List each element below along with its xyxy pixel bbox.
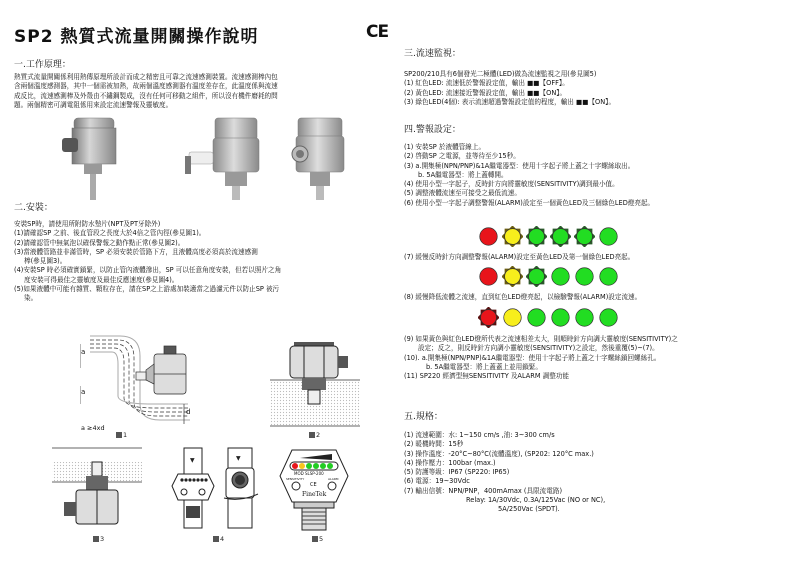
section2-intro: 安裝SP時，請使用所附防水墊片(NPT及PT牙除外) [14, 220, 161, 228]
section1-line: 含兩個溫度感測器，其中一個需被加熱，故兩個溫度感測器有溫度差存在，此溫度係與流速 [14, 82, 278, 91]
led-row-3 [478, 307, 619, 328]
section1-line: 熱質式流量開關係利用熱傳原理所設計而成之精密且可靠之流速感測裝置。流速感測棒內包 [14, 73, 278, 81]
led-green-lit-icon [526, 226, 547, 247]
section2-item: (1)請確認SP 之前、後直管段之長度大於4倍之管內徑(參見圖1)。 [14, 229, 206, 238]
section2-item: (4)安裝SP 時必須確實鎖緊，以防止管內液體滲出，SP 可以任意角度安裝，但若以照片之角 [14, 266, 282, 275]
figure-5-brand: FineTek [302, 491, 327, 498]
led-red-lit-icon [478, 307, 499, 328]
figure-4-number: 4 [220, 535, 225, 543]
figure-4-orientation-diagram [168, 446, 260, 532]
section4-item: (4) 使用小型一字起子，反時針方向將靈敏度(SENSITIVITY)調到最小值。 [404, 180, 619, 189]
led-yellow-lit-icon [502, 266, 523, 287]
figure-1-number: 1 [123, 431, 128, 439]
led-green-off-icon [526, 307, 547, 328]
figure-1-d-label: d [186, 408, 191, 416]
spec-relay-2: 5A/250Vac (SPDT). [498, 505, 560, 514]
led-green-lit-icon [574, 226, 595, 247]
led-row-1 [478, 226, 619, 247]
led-green-off-icon [598, 307, 619, 328]
section4-item: (1) 安裝SP 於液體管線上。 [404, 143, 486, 151]
figure-5-led-panel [278, 448, 350, 532]
section4-step9-cont: 設定；反之，則反時針方向調小靈敏度(SENSITIVITY)之設定，然後重覆(5)~(7)。 [418, 344, 659, 353]
section4-item: (5) 調整液體流速至可接受之最低流速。 [404, 189, 521, 198]
section4-heading: 四.警報設定： [404, 125, 461, 135]
section2-item-cont: 度安裝可得最佳之靈敏度及最佳反應速度(參見圖4)。 [24, 275, 179, 284]
figure-1-pipe-diagram [80, 332, 195, 428]
spec-item: (2) 暖機時間：15秒 [404, 440, 464, 449]
section5-heading: 五.規格： [404, 412, 443, 422]
section2-item-cont: 棒(參見圖3)。 [24, 257, 67, 266]
section3-heading: 三.流速監視： [404, 49, 461, 59]
figure-3-caption [93, 535, 104, 543]
led-row-2 [478, 266, 619, 287]
section4-step11: (11) SP220 經濟型無SENSITIVITY 及ALARM 調整功能 [404, 372, 570, 381]
svg-text:▼: ▼ [236, 455, 241, 462]
section1-line: 題。兩個精密可調電阻係用來設定流速警報及靈敏度。 [14, 100, 173, 109]
figure-1-caption [116, 431, 127, 439]
led-red-off-icon [478, 226, 499, 247]
section1-line: 成反比，流速感測棒及外殼由不鏽鋼製成，沒有任何可移動之組件，所以沒有機件磨耗的問 [14, 91, 278, 100]
section2-heading: 二.安裝： [14, 203, 53, 213]
section4-step10: (10). a.開集極(NPN/PNP)&1A繼電器型：使用十字起子將上蓋之十字螺絲鎖回螺絲孔。 [404, 353, 661, 362]
led-yellow-off-icon [502, 307, 523, 328]
figure-1-a-label-top: a [81, 348, 86, 356]
section4-item: (6) 使用小型一字起子調整警報(ALARM)設定至一個黃色LED及三個綠色LED燈亮起。 [404, 198, 655, 207]
led-yellow-lit-icon [502, 226, 523, 247]
section4-item: (2) 啓動SP 之電源，並等待至少15秒。 [404, 152, 520, 161]
figure-5-number: 5 [319, 535, 324, 543]
section1-heading: 一.工作原理： [14, 60, 71, 70]
section2-item: (2)請確認管中無氣泡以確保警報之動作點正常(參見圖2)。 [14, 238, 185, 247]
figure-5-caption [312, 535, 323, 543]
section4-step10-cont: b. 5A繼電器型：將上蓋蓋上並用鎖緊。 [426, 362, 542, 371]
figure-5-sensitivity-label: SENSITIVITY [286, 477, 305, 481]
figure-4-caption [213, 535, 224, 543]
figure-1-formula: a ≥4xd [81, 424, 105, 432]
section4-step8: (8) 緩慢降低流體之流速，直到紅色LED燈亮起，以檢驗警報(ALARM)設定流速。 [404, 293, 642, 301]
product-photo-3 [290, 116, 350, 200]
led-green-off-icon [574, 307, 595, 328]
section3-body [404, 70, 615, 107]
section2-item-cont: 染。 [24, 294, 38, 303]
product-photo-2 [185, 116, 260, 200]
section4-step9: (9) 如果黃色與紅色LED燈所代表之流速相差太大，則順時針方向調大靈敏度(SENSITIVITY)之 [404, 335, 678, 343]
figure-3-number: 3 [100, 535, 105, 543]
document-title: SP2 熱質式流量開關操作說明 [14, 27, 259, 47]
section4-item: (3) a.開集極(NPN/PNP)&1A繼電器型：使用十字起子將上蓋之十字螺絲取出。 [404, 161, 635, 170]
spec-relay-1: Relay: 1A/30Vdc, 0.3A/125Vac (NO or NC), [466, 496, 606, 505]
figure-2-bubble-diagram [270, 342, 360, 428]
section3-intro: SP200/210具有6個發光二極體(LED)做為流速監視之用(參見圖5) [404, 70, 597, 78]
figure-3-partial-pipe-diagram [50, 446, 144, 530]
led-green-off-icon [598, 266, 619, 287]
figure-5-ce: CE [310, 482, 317, 488]
section3-item: (2) 黃色LED: 流速接近警報設定值，輸出 ■■【ON】。 [404, 88, 567, 97]
led-green-lit-icon [550, 226, 571, 247]
svg-text:▼: ▼ [190, 457, 195, 464]
section4-steps-9-11 [404, 335, 678, 381]
led-green-off-icon [574, 266, 595, 287]
led-green-lit-icon [526, 266, 547, 287]
ce-mark: CE [366, 22, 389, 42]
led-green-off-icon [598, 226, 619, 247]
figure-2-number: 2 [316, 431, 321, 439]
section4-step7: (7) 緩慢反時針方向調整警報(ALARM)設定至黃色LED及第一個綠色LED亮起。 [404, 253, 635, 261]
spec-item: (7) 輸出信號：NPN/PNP，400mAmax (具限流電路) [404, 486, 563, 495]
section4-body [404, 143, 654, 208]
figure-1-a-label-bottom: a [81, 388, 86, 396]
spec-item: (4) 操作壓力：100bar (max.) [404, 458, 496, 467]
figure-2-caption [309, 431, 320, 439]
section2-item: (3)當液體管路並非滿管時，SP 必須安裝於管路下方，且液體高度必須高於流速感測 [14, 247, 258, 256]
product-photo-1 [62, 116, 124, 200]
spec-item: (1) 流速範圍：水: 1~150 cm/s ,油: 3~300 cm/s [404, 431, 555, 439]
spec-item: (6) 電源：19~30Vdc [404, 477, 470, 486]
spec-item: (5) 防護等級：IP67 (SP220: IP65) [404, 468, 510, 477]
figure-5-model: MOD SLSP-200 [294, 471, 324, 476]
section3-item: (1) 紅色LED: 流速低於警報設定值，輸出 ■■【OFF】。 [404, 79, 569, 88]
spec-item: (3) 操作溫度：-20°C~80°C(流體溫度), (SP202: 120°C max.) [404, 449, 594, 458]
section4-item: b. 5A繼電器型：將上蓋轉開。 [418, 170, 508, 179]
section2-item: (5)如果液體中可能有雜質、顆粒存在，請在SP之上游處加裝適當之過濾元件以防止SP 被污 [14, 285, 280, 294]
led-green-off-icon [550, 307, 571, 328]
led-red-off-icon [478, 266, 499, 287]
section1-body [14, 73, 278, 110]
section3-item: (3) 綠色LED(4個): 表示流速超過警報設定值的程度，輸出 ■■【ON】。 [404, 97, 616, 106]
section5-body [404, 431, 605, 515]
figure-5-alarm-label: ALARM [328, 477, 339, 481]
section2-body [14, 220, 281, 304]
led-green-off-icon [550, 266, 571, 287]
